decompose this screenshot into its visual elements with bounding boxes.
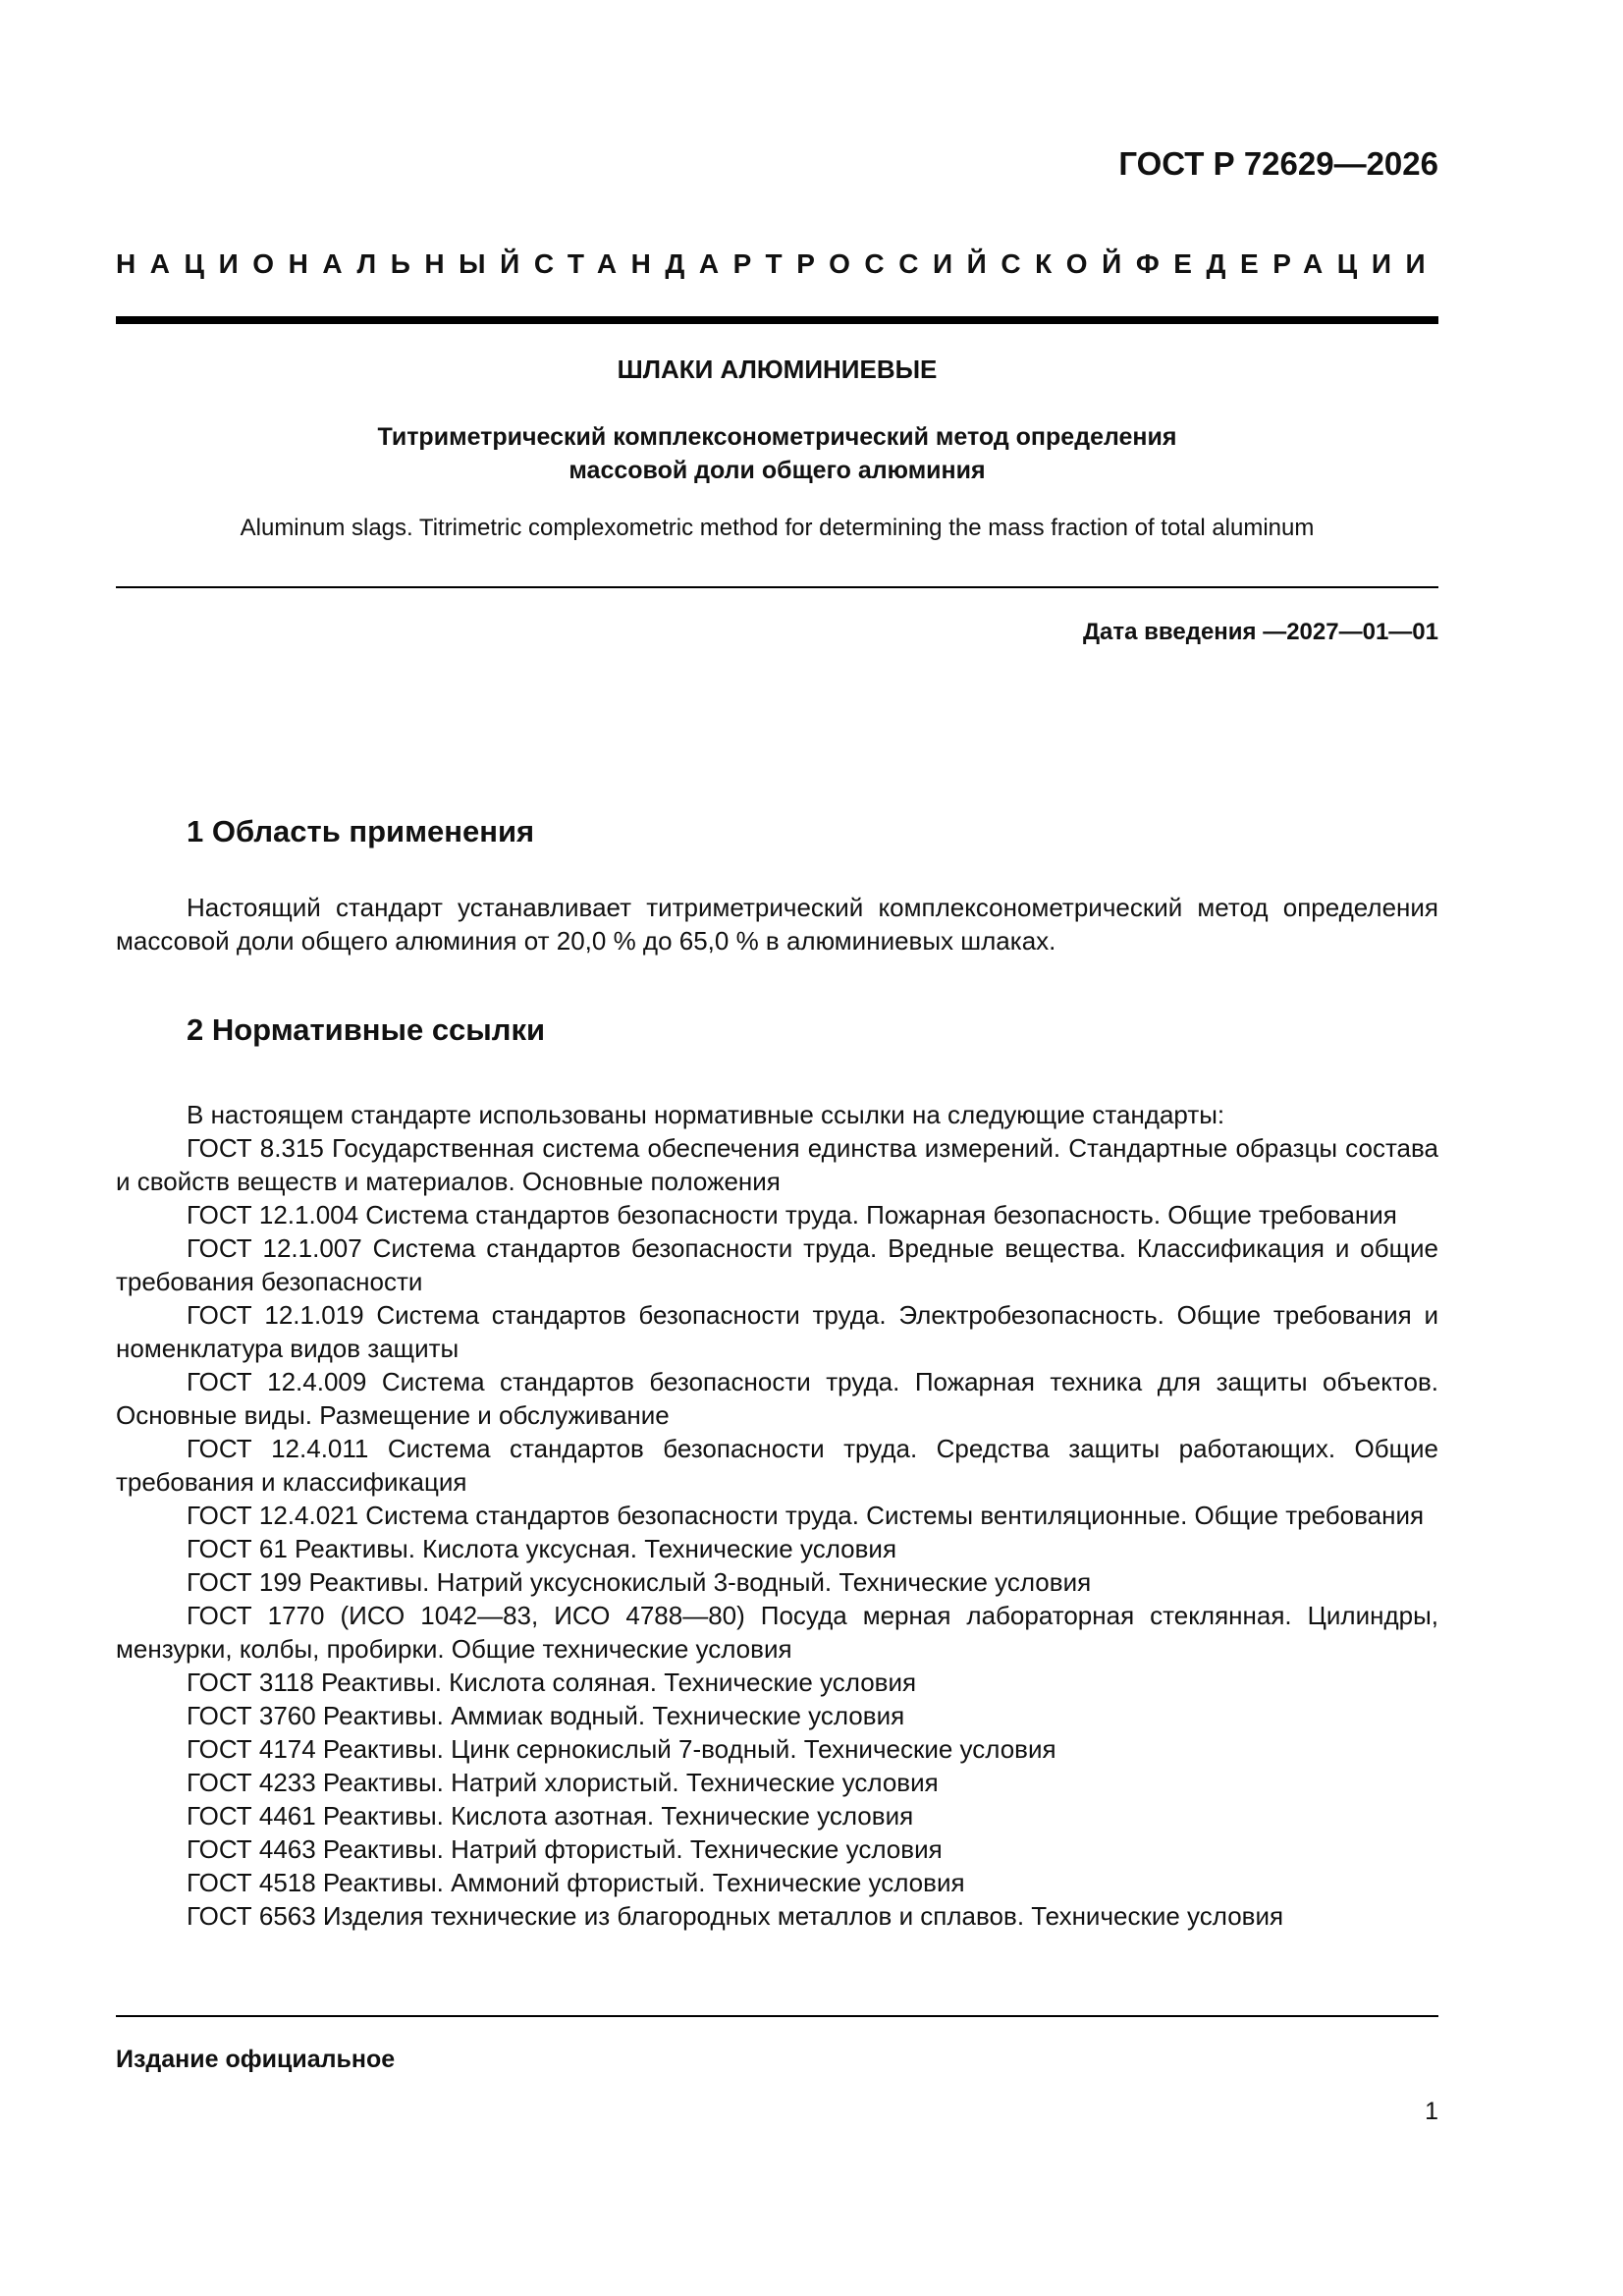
footer-divider — [116, 2015, 1438, 2017]
official-edition-label: Издание официальное — [116, 2046, 396, 2073]
banner-word: СТАНДАРТ — [533, 248, 797, 279]
reference-item: ГОСТ 8.315 Государственная система обеспечения единства измерений. Стандартные образцы состава и свойств веществ и материалов. Основные положения — [116, 1133, 1438, 1196]
reference-item: ГОСТ 12.4.009 Система стандартов безопасности труда. Пожарная техника для защиты объектов. Основные виды. Размещение и обслуживание — [116, 1367, 1438, 1430]
references-list — [116, 1098, 1438, 1933]
banner-word: НАЦИОНАЛЬНЫЙ — [116, 248, 534, 279]
gost-number: ГОСТ Р 72629—2026 — [1118, 145, 1438, 182]
reference-item: ГОСТ 1770 (ИСО 1042—83, ИСО 4788—80) Посуда мерная лабораторная стеклянная. Цилиндры, мензурки, колбы, пробирки. Общие технические условия — [116, 1601, 1438, 1664]
subtitle-line: массовой доли общего алюминия — [568, 457, 986, 484]
reference-item: ГОСТ 4463 Реактивы. Натрий фтористый. Технические условия — [187, 1834, 943, 1864]
reference-item: ГОСТ 12.1.019 Система стандартов безопасности труда. Электробезопасность. Общие требования и номенклатура видов защиты — [116, 1300, 1438, 1363]
section-2-heading: 2 Нормативные ссылки — [187, 1012, 546, 1047]
document-subtitle — [116, 420, 1438, 487]
reference-item: ГОСТ 3118 Реактивы. Кислота соляная. Технические условия — [187, 1667, 917, 1697]
section-1-heading: 1 Область применения — [187, 814, 535, 848]
header-divider — [116, 316, 1438, 324]
reference-item: ГОСТ 12.4.021 Система стандартов безопасности труда. Системы вентиляционные. Общие требования — [187, 1501, 1425, 1530]
reference-item: ГОСТ 199 Реактивы. Натрий уксуснокислый 3-водный. Технические условия — [187, 1567, 1092, 1597]
reference-item: ГОСТ 4174 Реактивы. Цинк сернокислый 7-водный. Технические условия — [187, 1734, 1056, 1764]
reference-item: ГОСТ 12.1.004 Система стандартов безопасности труда. Пожарная безопасность. Общие требования — [187, 1200, 1397, 1230]
english-title: Aluminum slags. Titrimetric complexometric method for determining the mass fraction of total aluminum — [240, 515, 1315, 541]
reference-item: ГОСТ 12.1.007 Система стандартов безопасности труда. Вредные вещества. Классификация и общие требования безопасности — [116, 1233, 1438, 1296]
reference-item: ГОСТ 12.4.011 Система стандартов безопасности труда. Средства защиты работающих. Общие требования и классификация — [116, 1434, 1438, 1497]
reference-item: ГОСТ 6563 Изделия технические из благородных металлов и сплавов. Технические условия — [187, 1901, 1284, 1931]
page-number: 1 — [1425, 2098, 1438, 2125]
banner-word: РОССИЙСКОЙ — [796, 248, 1136, 279]
title-divider — [116, 586, 1438, 588]
reference-item: ГОСТ 4461 Реактивы. Кислота азотная. Технические условия — [187, 1801, 914, 1831]
national-standard-banner — [116, 248, 1438, 280]
section-1-body — [116, 891, 1438, 957]
scope-paragraph: Настоящий стандарт устанавливает титриметрический комплексонометрический метод определения массовой доли общего алюминия от 20,0 % до 65,0 % в алюминиевых шлаках. — [116, 893, 1438, 956]
reference-item: ГОСТ 3760 Реактивы. Аммиак водный. Технические условия — [187, 1701, 905, 1730]
reference-item: ГОСТ 4233 Реактивы. Натрий хлористый. Технические условия — [187, 1768, 939, 1797]
subtitle-line: Титриметрический комплексонометрический метод определения — [377, 423, 1177, 451]
reference-item: ГОСТ 61 Реактивы. Кислота уксусная. Технические условия — [187, 1534, 897, 1563]
reference-item: ГОСТ 4518 Реактивы. Аммоний фтористый. Технические условия — [187, 1868, 965, 1897]
introduction-date: Дата введения —2027—01—01 — [1082, 619, 1438, 645]
banner-word: ФЕДЕРАЦИИ — [1135, 248, 1440, 279]
document-title: ШЛАКИ АЛЮМИНИЕВЫЕ — [617, 355, 938, 384]
references-intro: В настоящем стандарте использованы нормативные ссылки на следующие стандарты: — [187, 1100, 1225, 1129]
